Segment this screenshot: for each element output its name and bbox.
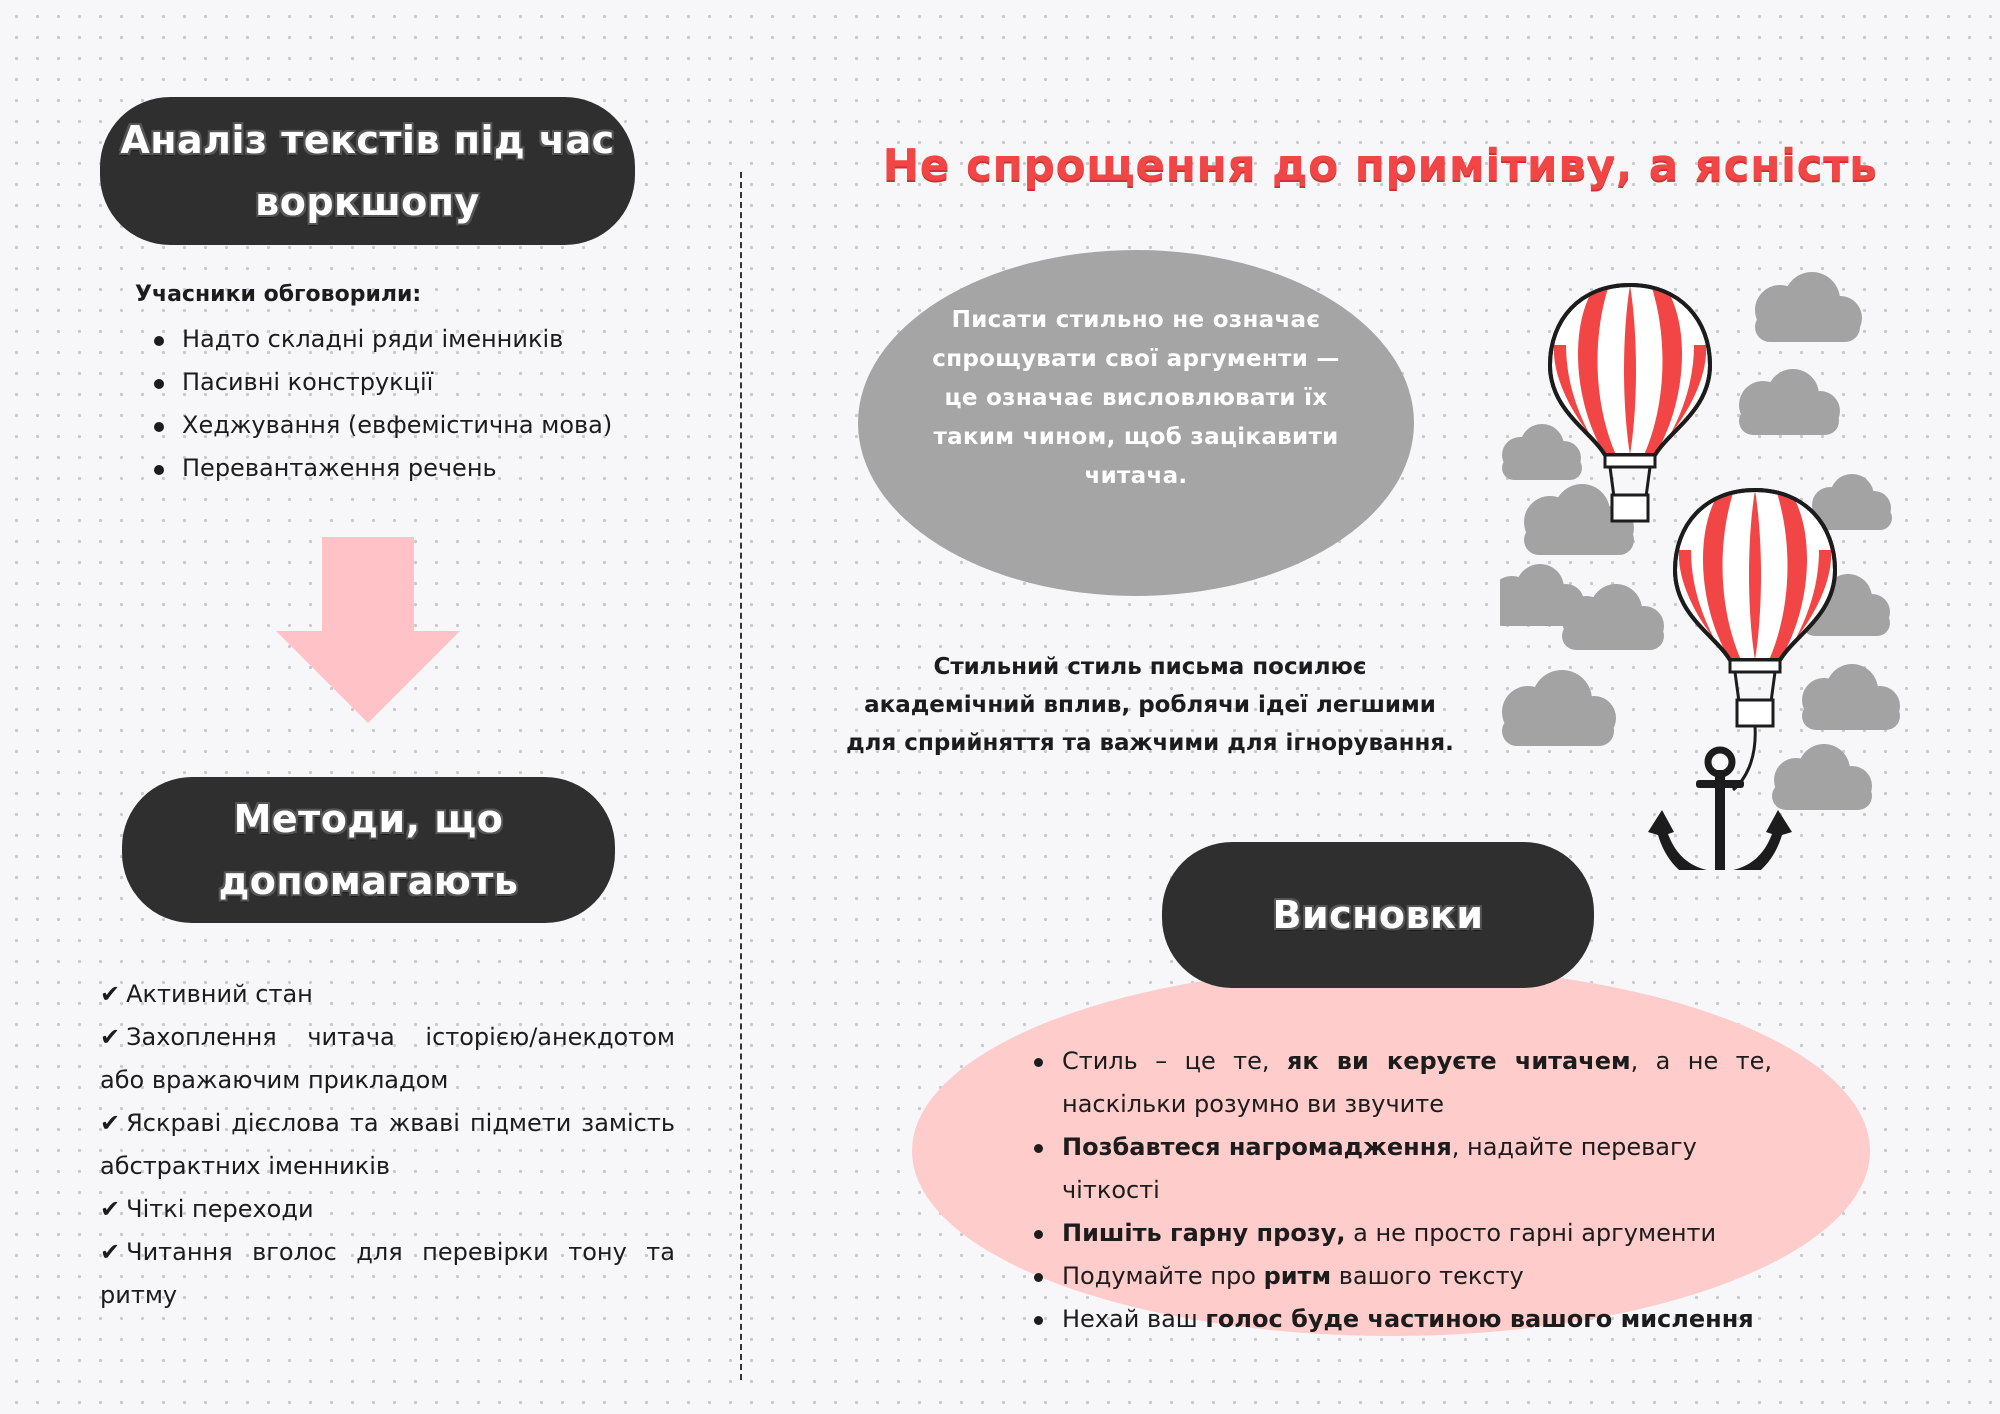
methods-title: Методи, що допомагають (218, 797, 519, 903)
conclusion-emphasis: ритм (1263, 1262, 1332, 1290)
conclusion-emphasis: голос буде частиною вашого мислення (1205, 1305, 1754, 1333)
cloud-icon (1502, 670, 1616, 746)
hot-air-balloon-icon (1675, 490, 1835, 790)
cloud-icon (1772, 744, 1872, 810)
conclusions-title-pill (1162, 842, 1594, 988)
impact-text: Стильний стиль письма посилює академічний вплив, роблячи ідеї легшими для сприйняття та важчими для ігнорування. (846, 654, 1454, 756)
method-text: Читання вголос для перевірки тону та ритму (100, 1238, 675, 1309)
list-item (100, 1188, 675, 1231)
list-item (1032, 1040, 1772, 1126)
conclusion-text: а не просто гарні аргументи (1345, 1219, 1717, 1247)
list-item (100, 1016, 675, 1102)
check-icon: ✔ (100, 1109, 121, 1137)
check-icon: ✔ (100, 1195, 121, 1223)
list-item (100, 1231, 675, 1317)
method-text: Активний стан (126, 980, 313, 1008)
quote-ellipse (858, 250, 1414, 596)
conclusion-emphasis: Позбавтеся нагромадження (1062, 1133, 1452, 1161)
analysis-title: Аналіз текстів під час воркшопу (120, 118, 615, 224)
arrow-down-icon (272, 535, 462, 725)
analysis-title-pill (100, 97, 635, 245)
conclusion-text: , надайте перевагу чіткості (1062, 1133, 1697, 1204)
cloud-icon (1802, 664, 1900, 730)
methods-list (100, 973, 675, 1317)
cloud-icon (1812, 474, 1892, 530)
list-item (1032, 1255, 1772, 1298)
quote-text: Писати стильно не означає спрощувати свої аргументи — це означає висловлювати їх таким чином, щоб зацікавити читача. (932, 306, 1340, 489)
check-icon: ✔ (100, 980, 121, 1008)
list-item (1032, 1212, 1772, 1255)
list-item (100, 973, 675, 1016)
cloud-icon (1755, 272, 1862, 342)
conclusion-emphasis: як ви керуєте читачем (1286, 1047, 1631, 1075)
method-text: Яскраві дієслова та жваві підмети замість абстрактних іменників (100, 1109, 675, 1180)
column-divider (740, 172, 742, 1380)
conclusion-text: Подумайте про (1062, 1262, 1264, 1290)
check-icon: ✔ (100, 1238, 121, 1266)
method-text: Чіткі переходи (126, 1195, 314, 1223)
cloud-icon (1739, 369, 1840, 435)
conclusion-text: Нехай ваш (1062, 1305, 1206, 1333)
list-item (1032, 1126, 1772, 1212)
methods-title-pill (122, 777, 615, 923)
headline: Не спрощення до примітиву, а ясність (882, 140, 1878, 191)
list-item: Перевантаження речень (150, 447, 612, 490)
list-item (1032, 1298, 1772, 1341)
conclusions-list (1032, 1040, 1772, 1341)
issues-list (150, 318, 612, 490)
conclusion-text: вашого тексту (1331, 1262, 1524, 1290)
cloud-icon (1502, 424, 1582, 480)
check-icon: ✔ (100, 1023, 121, 1051)
list-item: Хеджування (евфемістична мова) (150, 404, 612, 447)
list-item (100, 1102, 675, 1188)
balloons-illustration (1500, 270, 1920, 870)
list-item: Надто складні ряди іменників (150, 318, 612, 361)
conclusion-emphasis: Пишіть гарну прозу, (1062, 1219, 1346, 1247)
participants-label: Учасники обговорили: (135, 282, 422, 307)
conclusion-text: Стиль – це те, (1062, 1047, 1287, 1075)
conclusions-title: Висновки (1272, 893, 1484, 937)
method-text: Захоплення читача історією/анекдотом або вражаючим прикладом (100, 1023, 675, 1094)
conclusion-text: , а не те, наскільки розумно ви звучите (1062, 1047, 1773, 1118)
anchor-icon (1648, 750, 1792, 870)
list-item: Пасивні конструкції (150, 361, 612, 404)
